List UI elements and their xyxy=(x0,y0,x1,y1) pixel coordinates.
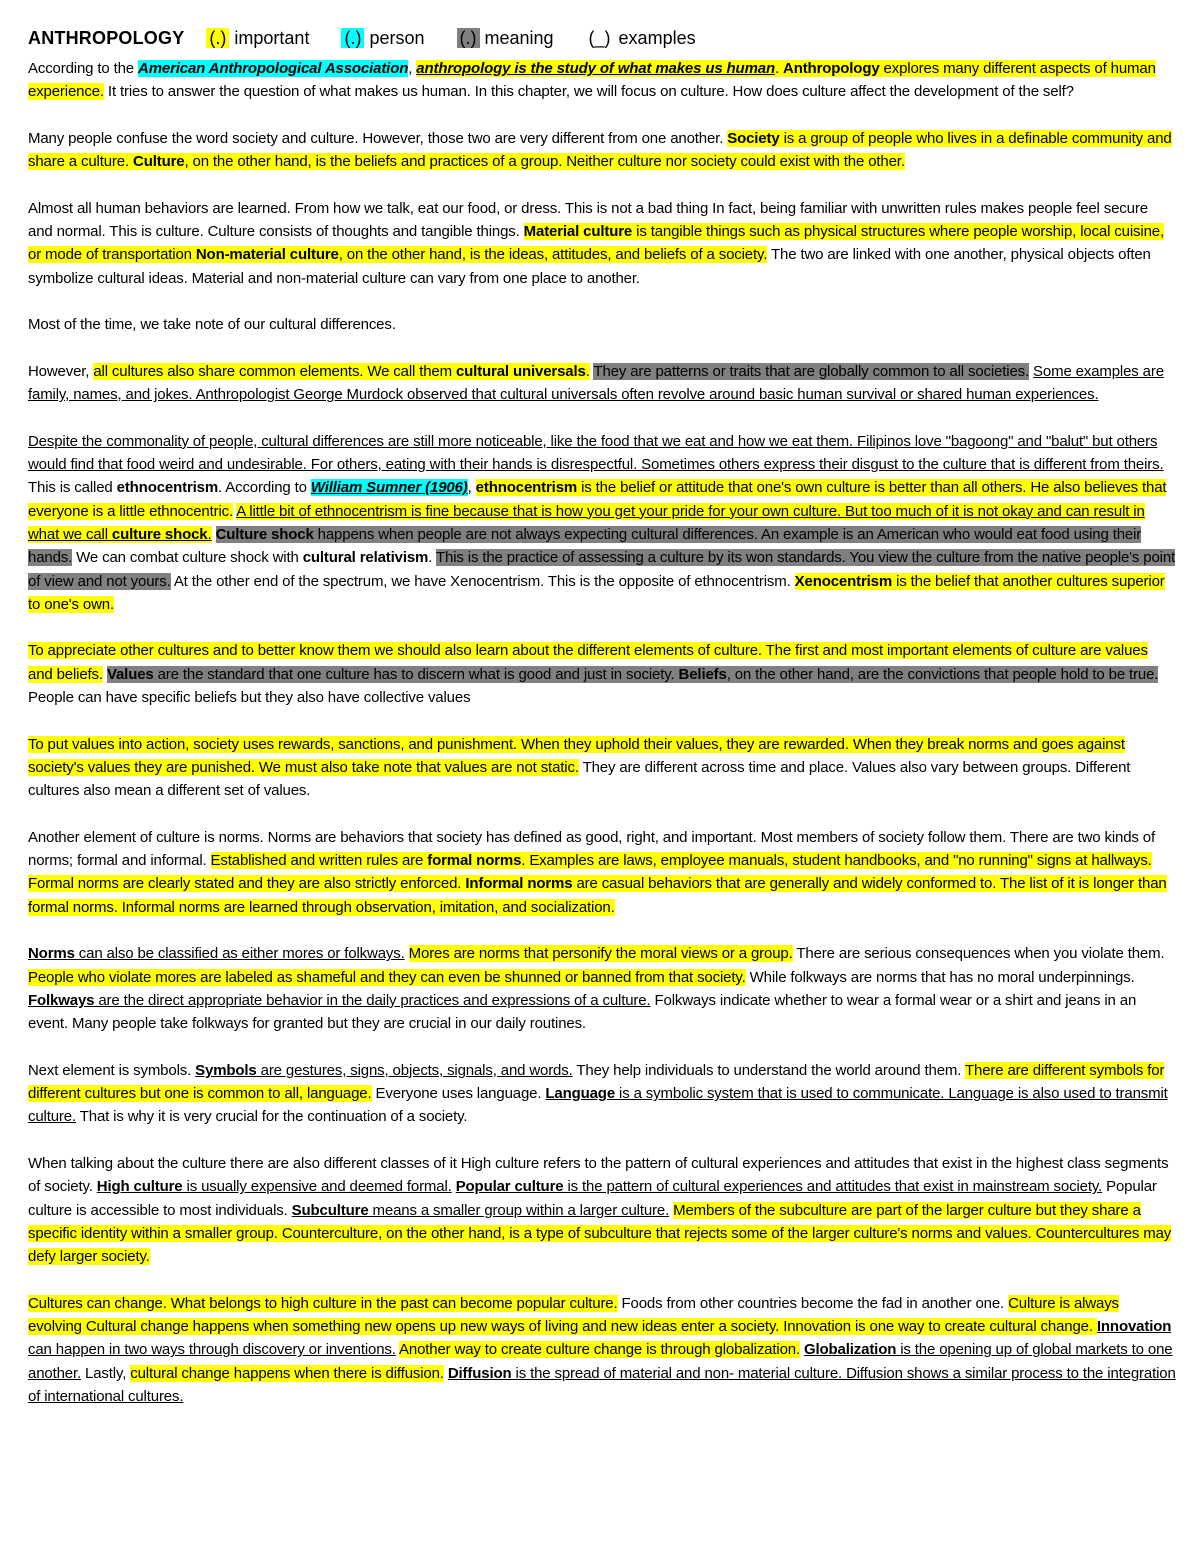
example-underline: Norms xyxy=(28,945,75,963)
important-highlight: . Examples are laws, employee manuals, student handbooks, and "no running" signs at hallways. Formal norms are clearly stated and they are also strictly enforced. xyxy=(28,852,1152,893)
text-run: . According to xyxy=(218,479,311,497)
important-highlight: Society xyxy=(727,129,780,147)
legend-swatch-examples: (_) xyxy=(588,28,611,48)
example-underline: Subculture xyxy=(291,1201,369,1219)
important-highlight: all cultures also share common elements. We call them xyxy=(93,362,456,380)
legend-swatch-meaning: (.) xyxy=(457,28,480,48)
important-highlight: A little bit of ethnocentrism is fine because that is how you get your pride for your own culture. But too much of it is not okay and can result in what we call xyxy=(28,502,1145,543)
example-underline: is the opening up of global markets to one another. xyxy=(28,1341,1173,1382)
text-run xyxy=(212,526,216,543)
text-run: Almost all human behaviors are learned. From how we talk, eat our food, or dress. This is not a bad thing In fact, being familiar with unwritten rules makes people feel secure and normal. This is culture. Culture consists of thoughts and tangible things. xyxy=(28,199,1148,241)
legend-label-person: person xyxy=(369,27,425,48)
paragraph xyxy=(28,197,1176,290)
important-highlight: Cultures can change. What belongs to high culture in the past can become popular culture. xyxy=(28,1294,618,1312)
meaning-highlight: , on the other hand, are the convictions that people hold to be true. xyxy=(726,665,1159,683)
paragraph xyxy=(28,1059,1176,1129)
paragraph xyxy=(28,1292,1176,1408)
example-underline: are gestures, signs, objects, signals, and words. xyxy=(256,1061,573,1079)
paragraph xyxy=(28,942,1176,1035)
important-highlight: is the belief or attitude that one's own culture is better than all others. He also believes that everyone is a little ethnocentric. xyxy=(28,479,1167,520)
meaning-highlight: happens when people are not always expecting cultural differences. An example is an American who would eat food using their hands. xyxy=(28,525,1142,567)
person-highlight: American Anthropological Association xyxy=(138,60,409,77)
text-run: Foods from other countries become the fad in another one. xyxy=(617,1294,1009,1312)
paragraph xyxy=(28,127,1176,174)
important-highlight: Culture xyxy=(133,153,185,171)
meaning-highlight: are the standard that one culture has to discern what is good and just in society. xyxy=(153,665,679,683)
text-run: This is called xyxy=(28,479,117,497)
important-highlight: cultural change happens when there is diffusion. xyxy=(130,1364,444,1382)
important-highlight: is a group of people who lives in a definable community and share a culture. xyxy=(28,129,1172,171)
example-underline: is a symbolic system that is used to communicate. Language is also used to transmit culture. xyxy=(28,1085,1168,1126)
document-body xyxy=(28,57,1176,1408)
text-run: ethnocentrism xyxy=(116,479,219,497)
text-run: It tries to answer the question of what makes us human. In this chapter, we will focus on culture. How does culture affect the development of the self? xyxy=(103,83,1074,101)
text-run: They are different across time and place. Values also vary between groups. Different cultures also mean a different set of values. xyxy=(28,758,1131,800)
legend-examples xyxy=(586,28,696,49)
important-highlight: is tangible things such as physical structures where people worship, local cuisine, or mode of transportation xyxy=(28,223,1164,264)
text-run: At the other end of the spectrum, we have Xenocentrism. This is the opposite of ethnocentrism. xyxy=(170,572,795,590)
text-run: While folkways are norms that has no moral underpinnings. xyxy=(745,968,1135,986)
important-highlight: , on the other hand, is the ideas, attitudes, and beliefs of a society. xyxy=(338,246,768,264)
important-highlight: . xyxy=(207,525,212,543)
example-underline: Some examples are family, names, and jokes. Anthropologist George Murdock observed that cultural universals often revolve around basic human survival or shared human experiences. xyxy=(28,362,1164,404)
legend-label-important: important xyxy=(234,27,310,48)
important-highlight: cultural universals xyxy=(455,362,586,380)
important-highlight: Established and written rules are xyxy=(210,852,428,870)
example-underline: is usually expensive and deemed formal. xyxy=(182,1178,452,1196)
important-highlight: Anthropology xyxy=(783,60,880,77)
paragraph xyxy=(28,639,1176,709)
example-underline: can also be classified as either mores or folkways. xyxy=(74,945,405,963)
important-highlight: is the belief that another cultures superior to one's own. xyxy=(28,572,1165,613)
text-run: , xyxy=(467,479,476,497)
paragraph xyxy=(28,826,1176,919)
text-run: Most of the time, we take note of our cultural differences. xyxy=(28,316,396,334)
important-highlight: ethnocentrism xyxy=(475,479,578,497)
example-underline: Language xyxy=(545,1085,616,1103)
paragraph xyxy=(28,57,1176,104)
important-highlight: Members of the subculture are part of the larger culture but they share a specific identity within a smaller group. Counterculture, on the other hand, is a type of subculture that rejects some of the larger culture's norms and values. Countercultures may defy larger society. xyxy=(28,1201,1172,1266)
important-highlight: There are different symbols for different cultures but one is common to all, language. xyxy=(28,1061,1165,1103)
important-highlight: People who violate mores are labeled as shameful and they can even be shunned or banned from that society. xyxy=(28,968,746,986)
text-run: Folkways indicate whether to wear a formal wear or a shirt and jeans in an event. Many people take folkways for granted but they are crucial in our daily routines. xyxy=(28,991,1137,1033)
example-underline: can happen in two ways through discovery or inventions. xyxy=(28,1341,396,1359)
text-run: . xyxy=(428,549,437,567)
text-run: We can combat culture shock with xyxy=(72,549,303,567)
example-underline: is the spread of material and non- material culture. Diffusion shows a similar process to the integration of international cultures. xyxy=(28,1364,1176,1405)
example-underline: Symbols xyxy=(195,1061,257,1079)
meaning-highlight: Culture shock xyxy=(215,525,314,543)
important-highlight: Material culture xyxy=(523,223,633,241)
important-highlight: To put values into action, society uses rewards, sanctions, and punishment. When they uphold their values, they are rewarded. When they break norms and goes against society's values they are punished. We must also take note that values are not static. xyxy=(28,735,1125,776)
important-highlight: Another way to create culture change is through globalization. xyxy=(399,1341,800,1359)
example-underline: are the direct appropriate behavior in the daily practices and expressions of a culture. xyxy=(94,991,651,1009)
person-highlight: William Sumner (1906) xyxy=(310,479,468,497)
important-highlight: Non-material culture xyxy=(195,246,339,264)
example-underline: means a smaller group within a larger culture. xyxy=(368,1201,670,1219)
text-run: Lastly, xyxy=(81,1364,131,1382)
text-run: There are serious consequences when you violate them. xyxy=(792,945,1165,963)
important-highlight: culture shock xyxy=(111,525,208,543)
example-underline: High culture xyxy=(96,1178,183,1196)
example-underline: Popular culture xyxy=(455,1178,564,1196)
text-run: That is why it is very crucial for the continuation of a society. xyxy=(76,1108,468,1126)
important-highlight: Informal norms xyxy=(465,875,573,893)
text-run: Next element is symbols. xyxy=(28,1061,196,1079)
important-highlight: . xyxy=(585,362,590,380)
example-underline: Despite the commonality of people, cultural differences are still more noticeable, like the food that we eat and how we eat them. Filipinos love "bagoong" and "balut" but others would find that food weird and undesirable. For others, eating with their hands is disrespectful. Sometimes others express their disgust to the culture that is different from theirs. xyxy=(28,432,1164,474)
text-run: Everyone uses language. xyxy=(371,1085,546,1103)
important-highlight: . xyxy=(774,60,784,77)
example-underline: Diffusion xyxy=(447,1364,512,1382)
important-highlight: Culture is always evolving Cultural change happens when something new opens up new ways of living and new ideas enter a society. Innovation is one way to create cultural change. xyxy=(28,1294,1119,1336)
example-underline: Innovation xyxy=(1096,1318,1172,1336)
important-highlight: anthropology is the study of what makes us human xyxy=(416,60,775,77)
important-highlight: , on the other hand, is the beliefs and practices of a group. Neither culture nor society could exist with the other. xyxy=(184,153,905,171)
meaning-highlight: They are patterns or traits that are globally common to all societies. xyxy=(593,362,1030,380)
meaning-highlight: This is the practice of assessing a culture by its won standards. You view the culture from the native people's point of view and not yours. xyxy=(28,549,1176,590)
text-run: cultural relativism xyxy=(302,549,429,567)
text-run: , xyxy=(408,60,417,77)
meaning-highlight: Values xyxy=(106,665,154,683)
example-underline: is the pattern of cultural experiences and attitudes that exist in mainstream society. xyxy=(563,1178,1103,1196)
important-highlight: formal norms xyxy=(427,852,522,870)
paragraph xyxy=(28,360,1176,407)
legend-meaning xyxy=(457,28,554,49)
important-highlight: To appreciate other cultures and to better know them we should also learn about the different elements of culture. The first and most important elements of culture are values and beliefs. xyxy=(28,642,1148,683)
text-run: According to the xyxy=(28,60,139,77)
text-run: They help individuals to understand the world around them. xyxy=(572,1061,965,1079)
text-run: Another element of culture is norms. Norms are behaviors that society has defined as good, right, and important. Most members of society follow them. There are two kinds of norms; formal and informal. xyxy=(28,828,1155,870)
meaning-highlight: Beliefs xyxy=(678,665,727,683)
paragraph xyxy=(28,430,1176,616)
text-run: When talking about the culture there are also different classes of it High culture refers to the pattern of cultural experiences and attitudes that exist in the highest class segments of society. xyxy=(28,1154,1169,1196)
example-underline: Folkways xyxy=(28,991,95,1009)
paragraph xyxy=(28,1152,1176,1268)
paragraph xyxy=(28,313,1176,336)
paragraph xyxy=(28,733,1176,803)
legend-label-meaning: meaning xyxy=(484,27,554,48)
text-run: Popular culture is accessible to most individuals. xyxy=(28,1178,1157,1219)
example-underline: Globalization xyxy=(804,1341,897,1359)
important-highlight: Xenocentrism xyxy=(794,572,893,590)
important-highlight: explores many different aspects of human experience. xyxy=(28,60,1156,101)
document-title: ANTHROPOLOGY xyxy=(28,27,185,48)
text-run: Many people confuse the word society and culture. However, those two are very different from one another. xyxy=(28,129,728,147)
text-run: The two are linked with one another, physical objects often symbolize cultural ideas. Material and non-material culture can vary from one place to another. xyxy=(28,246,1151,287)
legend-swatch-person: (.) xyxy=(341,28,364,48)
important-highlight: Mores are norms that personify the moral views or a group. xyxy=(408,945,793,963)
legend-important xyxy=(206,28,309,49)
legend-bar xyxy=(28,22,1176,54)
legend-swatch-important: (.) xyxy=(206,28,229,48)
legend-label-examples: examples xyxy=(618,27,696,48)
text-run: However, xyxy=(28,362,94,380)
important-highlight: are casual behaviors that are generally and widely conformed to. The list of it is longer than formal norms. Informal norms are learned through observation, imitation, and socialization. xyxy=(28,875,1167,916)
legend-person xyxy=(341,28,424,49)
text-run: People can have specific beliefs but they also have collective values xyxy=(28,689,471,707)
